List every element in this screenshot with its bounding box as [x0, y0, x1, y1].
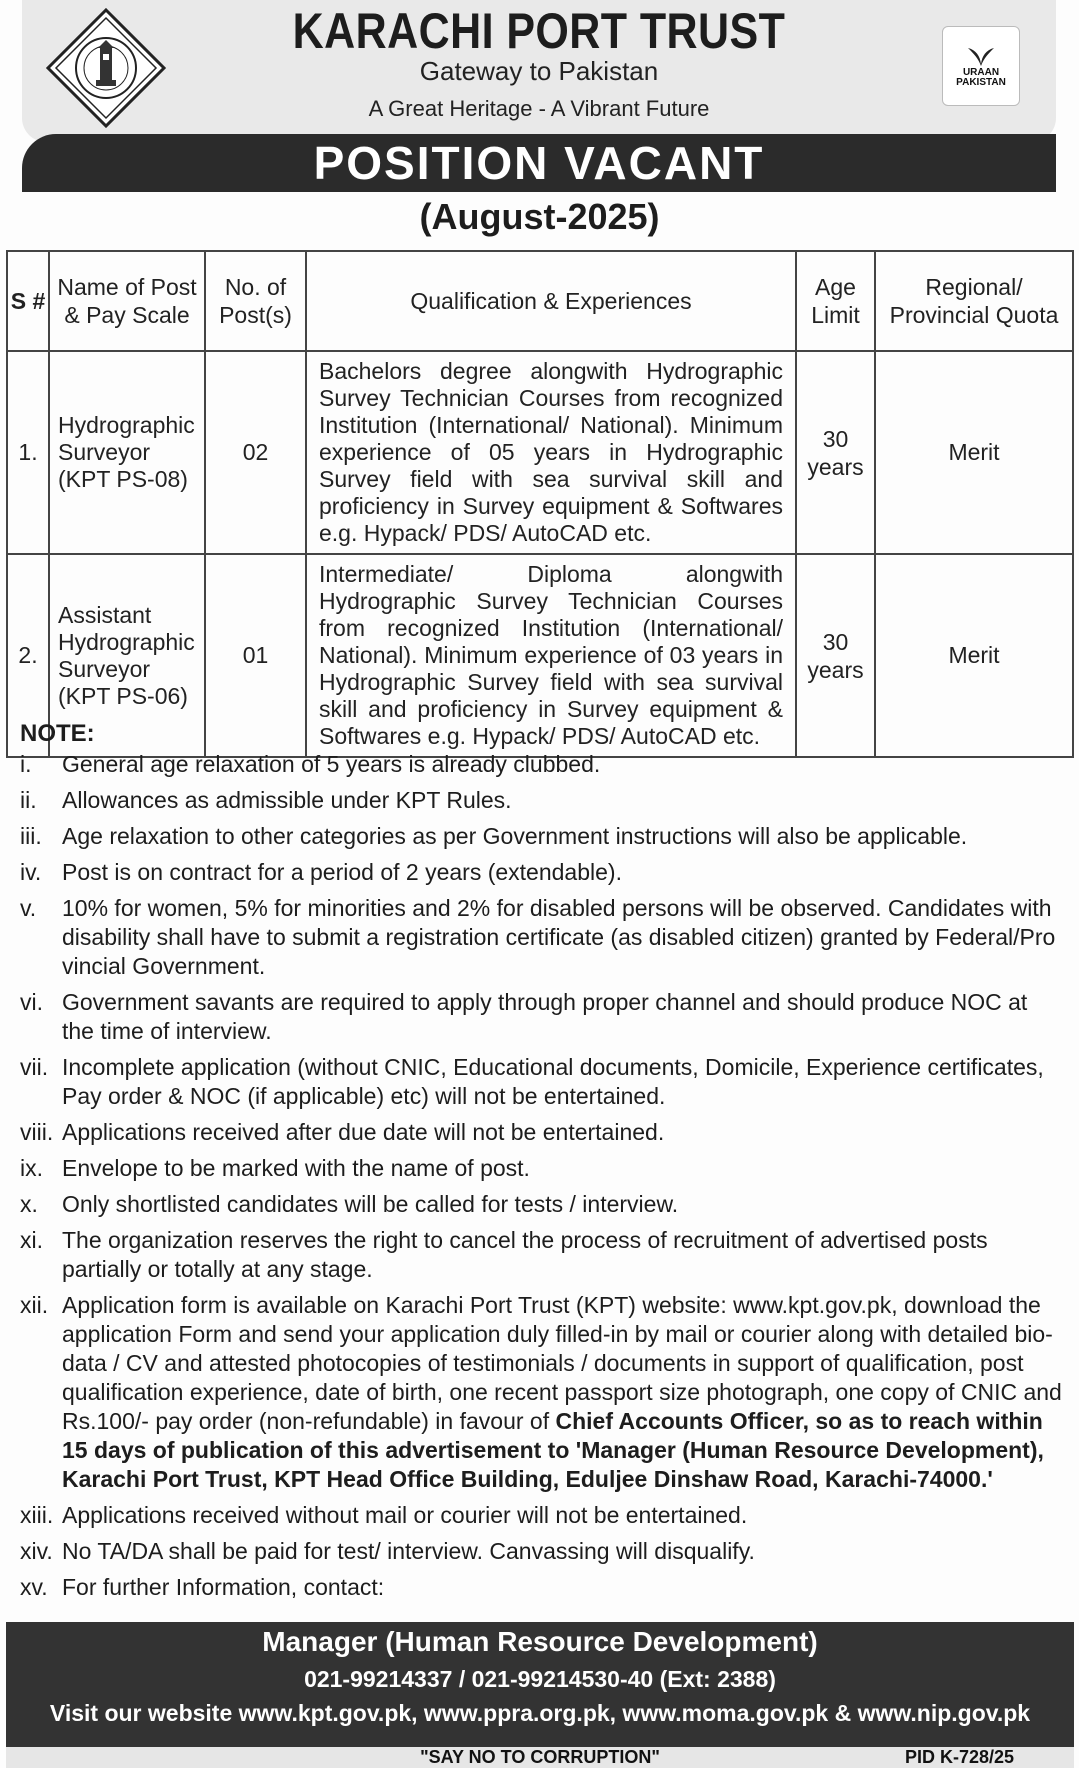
list-item	[20, 1501, 1065, 1530]
organization-name: KARACHI PORT TRUST	[292, 3, 786, 59]
header-serial: S #	[7, 251, 49, 351]
list-item	[20, 1053, 1065, 1111]
note-number: xiv.	[20, 1538, 53, 1564]
list-item	[20, 1190, 1065, 1219]
list-item	[20, 1573, 1065, 1602]
note-text: No TA/DA shall be paid for test/ interview. Canvassing will disqualify.	[62, 1538, 755, 1564]
row-age-limit: 30 years	[796, 351, 875, 554]
contact-title: Manager (Human Resource Development)	[262, 1626, 818, 1657]
note-number: vii.	[20, 1054, 49, 1080]
list-item	[20, 858, 1065, 887]
note-text: Applications received after due date will not be entertained.	[62, 1119, 665, 1145]
note-text: Post is on contract for a period of 2 years (extendable).	[62, 859, 622, 885]
header-age-limit: Age Limit	[796, 251, 875, 351]
notes-heading: NOTE:	[20, 720, 95, 747]
pid-number: PID K-728/25	[904, 1747, 1014, 1767]
row-post-name: Hydrographic Surveyor (KPT PS-08)	[49, 351, 205, 554]
note-text: Only shortlisted candidates will be called for tests / interview.	[62, 1191, 679, 1217]
table-row	[7, 351, 1073, 554]
row-post-name: Assistant Hydrographic Surveyor (KPT PS-06)	[49, 554, 205, 757]
note-text: Government savants are required to apply through proper channel and should produce NOC at the time of interview.	[62, 989, 1028, 1044]
list-item	[20, 1118, 1065, 1147]
bird-icon	[966, 44, 996, 68]
row-age-limit: 30 years	[796, 554, 875, 757]
row-serial: 2.	[7, 554, 49, 757]
uraan-pakistan-logo	[942, 26, 1020, 106]
row-serial: 1.	[7, 351, 49, 554]
list-item	[20, 822, 1065, 851]
note-text: Applications received without mail or courier will not be entertained.	[62, 1502, 748, 1528]
list-item	[20, 1154, 1065, 1183]
note-number: xiii.	[20, 1502, 54, 1528]
note-bold-address: Chief Accounts Officer, so as to reach within 15 days of publication of this advertisement to 'Manager (Human Resource Development), Karachi Port Trust, KPT Head Office Building, Eduljee Dinshaw Road, Karachi-74000.'	[62, 1408, 1044, 1492]
note-number: v.	[20, 895, 37, 921]
note-text: 10% for women, 5% for minorities and 2% for disabled persons will be observed. Candidates with disability shall have to submit a registration certificate (as disabled citizen) granted by Federal/Pro vincial Government.	[62, 895, 1056, 979]
contact-websites: Visit our website www.kpt.gov.pk, www.ppra.org.pk, www.moma.gov.pk & www.nip.gov.pk	[49, 1700, 1031, 1726]
list-item	[20, 1226, 1065, 1284]
note-text: General age relaxation of 5 years is already clubbed.	[62, 751, 601, 777]
motto: A Great Heritage - A Vibrant Future	[368, 96, 710, 121]
header-post-name: Name of Post & Pay Scale	[49, 251, 205, 351]
list-item	[20, 750, 1065, 779]
note-text: Allowances as admissible under KPT Rules.	[62, 787, 512, 813]
list-item	[20, 894, 1065, 981]
row-quota: Merit	[875, 351, 1073, 554]
vacancy-table	[6, 250, 1074, 758]
header	[22, 0, 1056, 142]
anti-corruption-slogan: "SAY NO TO CORRUPTION"	[420, 1747, 660, 1767]
contact-phone: 021-99214337 / 021-99214530-40 (Ext: 2388)	[304, 1666, 776, 1692]
note-number: ii.	[20, 787, 37, 813]
note-text: The organization reserves the right to cancel the process of recruitment of advertised posts partially or totally at any stage.	[62, 1227, 988, 1282]
header-quota: Regional/ Provincial Quota	[875, 251, 1073, 351]
advertisement-date: (August-2025)	[419, 196, 660, 237]
note-number: xv.	[20, 1574, 48, 1600]
note-text: Incomplete application (without CNIC, Educational documents, Domicile, Experience certificates, Pay order & NOC (if applicable) etc) will not be entertained.	[62, 1054, 1044, 1109]
table-header-row	[7, 251, 1073, 351]
bottom-bar	[6, 1747, 1074, 1768]
banner-title: POSITION VACANT	[313, 137, 765, 189]
note-number: i.	[20, 751, 32, 777]
list-item	[20, 988, 1065, 1046]
contact-footer	[6, 1622, 1074, 1747]
note-text: Application form is available on Karachi Port Trust (KPT) website: www.kpt.gov.pk, download the application Form and send your application duly filled-in by mail or courier along with detailed bio-data / CV and attested photocopies of testimonials / documents in support of qualification, post qualification experience, date of birth, one recent passport size photograph, one copy of CNIC and Rs.100/- pay order (non-refundable) in favour of	[62, 1292, 1062, 1434]
note-number: xii.	[20, 1292, 49, 1318]
position-vacant-banner	[22, 134, 1056, 192]
note-text: For further Information, contact:	[62, 1574, 385, 1600]
note-number: x.	[20, 1191, 38, 1217]
uraan-logo-text-line2: PAKISTAN	[956, 77, 1006, 88]
note-number: ix.	[20, 1155, 43, 1181]
list-item	[20, 1537, 1065, 1566]
list-item	[20, 786, 1065, 815]
row-qualification: Intermediate/ Diploma alongwith Hydrographic Survey Technician Courses from recognized Institution (International/ National). Minimum experience of 03 years in Hydrographic Survey field with sea survival skill and proficiency in Survey equipment & Softwares e.g. Hypack/ PDS/ AutoCAD etc.	[306, 554, 796, 757]
note-text: Envelope to be marked with the name of post.	[62, 1155, 530, 1181]
row-qualification: Bachelors degree alongwith Hydrographic Survey Technician Courses from recognized Institution (International/ National). Minimum experience of 05 years in Hydrographic Survey field with sea survival skill and proficiency in Survey equipment & Softwares e.g. Hypack/ PDS/ AutoCAD etc.	[306, 351, 796, 554]
tagline: Gateway to Pakistan	[419, 56, 659, 86]
notes-list	[20, 750, 1065, 1602]
uraan-logo-text-line1: URAAN	[962, 67, 1000, 78]
note-number: viii.	[20, 1119, 54, 1145]
note-number: iv.	[20, 859, 42, 885]
note-text: Age relaxation to other categories as per Government instructions will also be applicable.	[62, 823, 968, 849]
list-item	[20, 1291, 1065, 1494]
row-number-of-posts: 02	[205, 351, 306, 554]
notes-section	[20, 720, 1065, 1609]
note-number: vi.	[20, 989, 43, 1015]
note-text-with-address	[62, 1291, 1065, 1494]
note-number: iii.	[20, 823, 42, 849]
row-number-of-posts: 01	[205, 554, 306, 757]
header-qualification: Qualification & Experiences	[306, 251, 796, 351]
note-number: xi.	[20, 1227, 43, 1253]
header-number-of-posts: No. of Post(s)	[205, 251, 306, 351]
row-quota: Merit	[875, 554, 1073, 757]
